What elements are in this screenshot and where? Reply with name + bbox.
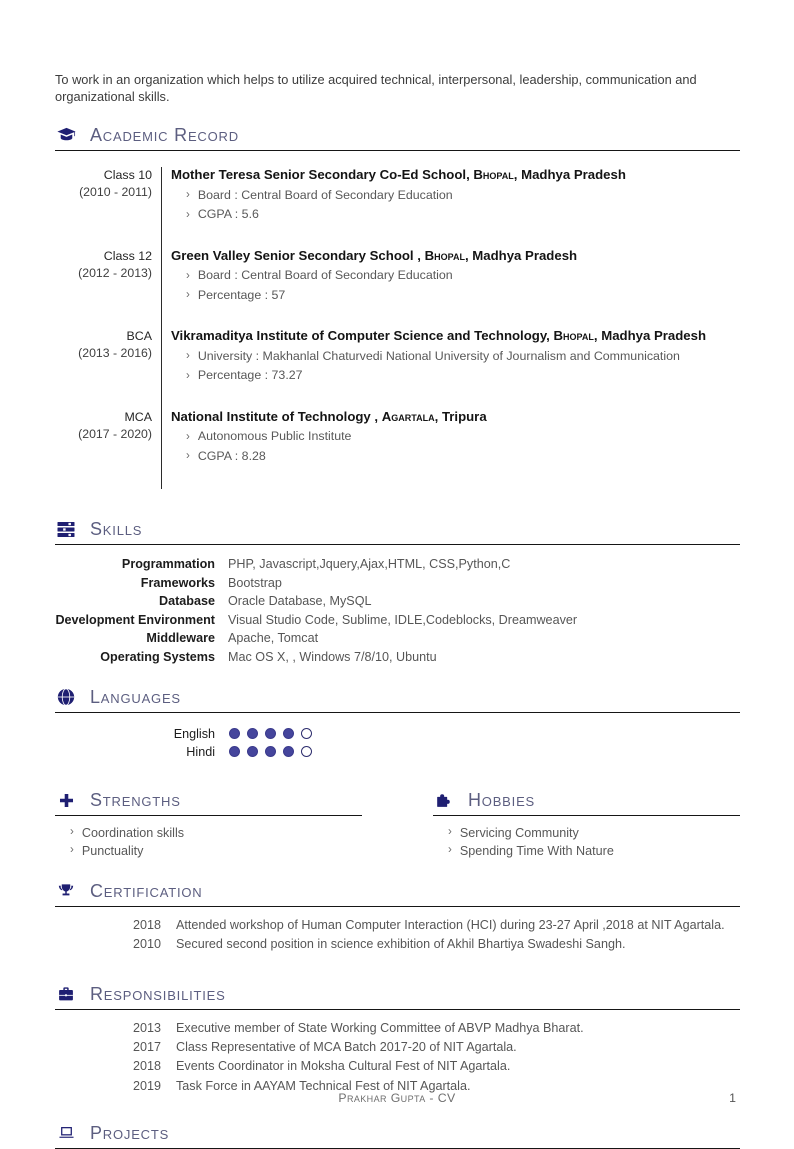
school-name: Vikramaditya Institute of Computer Science and Technology, Bhopal, Madhya Pradesh xyxy=(171,328,707,344)
responsibilities-list xyxy=(55,1021,740,1094)
responsibility-text: Executive member of State Working Committee of ABVP Madhya Bharat. xyxy=(176,1020,584,1035)
chevron-icon: › xyxy=(186,269,190,282)
section-rule xyxy=(55,150,740,151)
level-dot-filled xyxy=(283,728,294,739)
hobbies-list xyxy=(433,826,740,858)
language-row xyxy=(55,745,740,759)
laptop-icon xyxy=(55,1125,77,1142)
skills-table xyxy=(55,557,740,664)
responsibility-row xyxy=(55,1021,740,1037)
section-hobbies xyxy=(433,790,740,858)
location-smallcaps: Bhopal xyxy=(473,167,514,183)
chevron-icon: › xyxy=(186,430,190,443)
section-title: Strengths xyxy=(90,789,181,810)
certification-row xyxy=(55,937,740,953)
strengths-heading xyxy=(55,790,362,811)
date-range: (2013 - 2016) xyxy=(78,346,152,361)
chevron-icon: › xyxy=(186,450,190,463)
globe-icon xyxy=(55,688,77,706)
skill-label: Middleware xyxy=(146,631,215,646)
year-label: 2018 xyxy=(132,917,161,932)
trophy-icon xyxy=(55,883,77,900)
degree-label: Class 12 xyxy=(103,248,152,263)
school-name: Green Valley Senior Secondary School , Bhopal, Madhya Pradesh xyxy=(171,247,578,263)
level-dot-empty xyxy=(301,746,312,757)
level-dot-filled xyxy=(265,728,276,739)
level-dot-empty xyxy=(301,728,312,739)
responsibilities-heading xyxy=(55,984,740,1005)
skill-row xyxy=(55,576,740,590)
degree-label: MCA xyxy=(124,409,152,424)
entry-detail: › University : Makhanlal Chaturvedi National University of Journalism and Communication xyxy=(186,348,680,363)
section-rule xyxy=(55,906,740,907)
entry-detail: › Autonomous Public Institute xyxy=(186,429,352,444)
section-rule xyxy=(433,815,740,816)
language-name: Hindi xyxy=(186,744,215,759)
location-smallcaps: Agartala xyxy=(381,408,435,424)
language-name: English xyxy=(173,726,215,741)
section-certification xyxy=(55,881,740,953)
briefcase-icon xyxy=(55,986,77,1003)
section-title: Responsibilities xyxy=(90,983,226,1004)
list-item: › Punctuality xyxy=(70,843,144,858)
section-projects xyxy=(55,1123,740,1149)
section-rule xyxy=(55,1009,740,1010)
skill-row xyxy=(55,650,740,664)
chevron-icon: › xyxy=(186,189,190,202)
level-dot-filled xyxy=(283,746,294,757)
certification-text: Secured second position in science exhibition of Akhil Bhartiya Swadeshi Sangh. xyxy=(176,937,626,952)
date-range: (2010 - 2011) xyxy=(79,185,152,200)
section-title: Skills xyxy=(90,519,143,540)
chevron-icon: › xyxy=(186,369,190,382)
section-languages xyxy=(55,687,740,759)
school-name: Mother Teresa Senior Secondary Co-Ed School, Bhopal, Madhya Pradesh xyxy=(171,167,626,183)
skill-row xyxy=(55,557,740,571)
language-level-dots xyxy=(229,728,312,739)
year-label: 2018 xyxy=(132,1059,161,1074)
plus-icon xyxy=(55,792,77,809)
section-title: Hobbies xyxy=(468,789,536,810)
academic-entry xyxy=(55,248,740,329)
list-item: › Coordination skills xyxy=(70,825,185,840)
chevron-icon: › xyxy=(186,289,190,302)
chevron-icon: › xyxy=(70,844,74,857)
entry-detail: › CGPA : 5.6 xyxy=(186,207,259,222)
tasks-icon xyxy=(55,521,77,538)
page-number: 1 xyxy=(729,1091,736,1105)
section-title: Academic Record xyxy=(90,125,239,146)
skills-heading xyxy=(55,519,740,540)
entry-detail: › Board : Central Board of Secondary Education xyxy=(186,187,453,202)
location-smallcaps: Bhopal xyxy=(553,328,594,344)
graduation-cap-icon xyxy=(55,126,77,145)
skill-value: Mac OS X, , Windows 7/8/10, Ubuntu xyxy=(228,649,437,664)
date-range: (2017 - 2020) xyxy=(78,426,152,441)
responsibility-row xyxy=(55,1040,740,1056)
skill-label: Database xyxy=(158,594,215,609)
level-dot-filled xyxy=(229,746,240,757)
certification-row xyxy=(55,918,740,934)
strengths-hobbies-columns xyxy=(55,790,740,858)
strengths-list xyxy=(55,826,362,858)
year-label: 2013 xyxy=(132,1020,161,1035)
skill-label: Operating Systems xyxy=(100,649,215,664)
entry-body xyxy=(161,167,626,248)
hobbies-heading xyxy=(433,790,740,811)
section-title: Certification xyxy=(90,880,203,901)
year-label: 2017 xyxy=(132,1040,161,1055)
projects-heading xyxy=(55,1123,740,1144)
academic-entries xyxy=(55,167,740,489)
level-dot-filled xyxy=(229,728,240,739)
chevron-icon: › xyxy=(186,208,190,221)
section-rule xyxy=(55,544,740,545)
language-row xyxy=(55,727,740,741)
level-dot-filled xyxy=(247,746,258,757)
skill-value: Visual Studio Code, Sublime, IDLE,Codeblocks, Dreamweaver xyxy=(228,612,578,627)
date-range: (2012 - 2013) xyxy=(78,265,152,280)
skill-value: Apache, Tomcat xyxy=(228,631,319,646)
chevron-icon: › xyxy=(448,826,452,839)
list-item: › Servicing Community xyxy=(448,825,579,840)
objective-text: To work in an organization which helps to utilize acquired technical, interpersonal, leadership, communication and organizational skills. xyxy=(55,71,697,105)
certification-list xyxy=(55,918,740,953)
entry-detail: › Board : Central Board of Secondary Education xyxy=(186,268,453,283)
entry-detail: › CGPA : 8.28 xyxy=(186,448,266,463)
page-footer xyxy=(0,1091,794,1107)
section-responsibilities xyxy=(55,984,740,1094)
responsibility-text: Class Representative of MCA Batch 2017-20 of NIT Agartala. xyxy=(176,1040,517,1055)
puzzle-piece-icon xyxy=(433,791,455,809)
skill-value: Oracle Database, MySQL xyxy=(228,594,372,609)
skill-value: Bootstrap xyxy=(228,575,282,590)
chevron-icon: › xyxy=(186,350,190,363)
academic-heading xyxy=(55,125,740,146)
level-dot-filled xyxy=(247,728,258,739)
academic-entry xyxy=(55,167,740,248)
responsibility-row xyxy=(55,1059,740,1075)
school-name: National Institute of Technology , Agartala, Tripura xyxy=(171,408,487,424)
entry-body xyxy=(161,409,487,490)
degree-label: Class 10 xyxy=(103,168,152,183)
skill-label: Frameworks xyxy=(140,575,215,590)
chevron-icon: › xyxy=(448,844,452,857)
section-academic xyxy=(55,125,740,489)
skill-row xyxy=(55,594,740,608)
section-strengths xyxy=(55,790,362,858)
location-smallcaps: Bhopal xyxy=(424,247,465,263)
footer-name: Prakhar Gupta - CV xyxy=(338,1091,456,1105)
section-rule xyxy=(55,712,740,713)
skill-row xyxy=(55,613,740,627)
year-label: 2019 xyxy=(132,1078,161,1093)
entry-detail: › Percentage : 73.27 xyxy=(186,368,303,383)
academic-entry xyxy=(55,328,740,409)
academic-entry xyxy=(55,409,740,490)
section-title: Projects xyxy=(90,1123,170,1144)
languages-list xyxy=(55,727,740,759)
level-dot-filled xyxy=(265,746,276,757)
entry-body xyxy=(161,248,577,329)
responsibility-text: Task Force in AAYAM Technical Fest of NIT Agartala. xyxy=(176,1078,471,1093)
chevron-icon: › xyxy=(70,826,74,839)
degree-label: BCA xyxy=(126,329,152,344)
section-title: Languages xyxy=(90,686,181,707)
section-rule xyxy=(55,815,362,816)
responsibility-text: Events Coordinator in Moksha Cultural Fest of NIT Agartala. xyxy=(176,1059,511,1074)
skill-label: Development Environment xyxy=(55,612,215,627)
skill-value: PHP, Javascript,Jquery,Ajax,HTML, CSS,Python,C xyxy=(228,557,511,572)
entry-body xyxy=(161,328,706,409)
skill-label: Programmation xyxy=(121,557,215,572)
language-level-dots xyxy=(229,746,312,757)
list-item: › Spending Time With Nature xyxy=(448,843,614,858)
year-label: 2010 xyxy=(132,937,161,952)
certification-heading xyxy=(55,881,740,902)
languages-heading xyxy=(55,687,740,708)
entry-detail: › Percentage : 57 xyxy=(186,287,286,302)
section-skills xyxy=(55,519,740,664)
certification-text: Attended workshop of Human Computer Interaction (HCI) during 23-27 April ,2018 at NIT Agartala. xyxy=(176,917,725,932)
skill-row xyxy=(55,631,740,645)
